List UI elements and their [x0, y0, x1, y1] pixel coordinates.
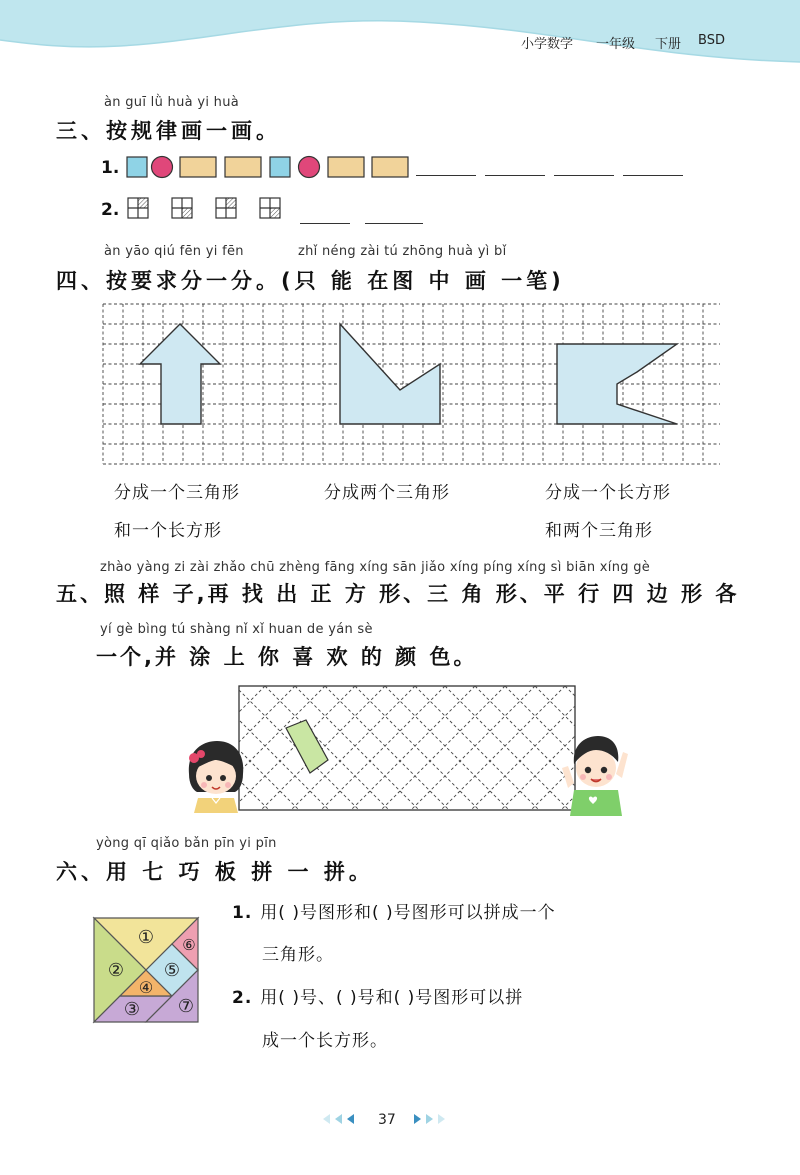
section5-title-line2: 一个,并 涂 上 你 喜 欢 的 颜 色。 [96, 645, 478, 669]
pattern2-label: 2. [101, 200, 120, 220]
section5-pinyin-line2: yí gè bìng tú shàng nǐ xǐ huan de yán sè [100, 622, 373, 637]
pattern2-square-bottom-right [172, 198, 192, 218]
tangram-label-6: ⑥ [182, 936, 196, 954]
question2-line1 [232, 983, 523, 1008]
question1-text[interactable]: 用( )号图形和( )号图形可以拼成一个 [260, 903, 556, 923]
section5-pinyin-line1: zhào yàng zi zài zhǎo chū zhèng fāng xíng sān jiǎo xíng píng xíng sì biān xíng gè [100, 560, 651, 575]
pattern1-rect [180, 157, 216, 177]
pattern1-square [270, 157, 290, 177]
pattern2-sequence [120, 192, 300, 228]
pattern2-blank[interactable] [365, 223, 423, 224]
section5-title-line1: 五、照 样 子,再 找 出 正 方 形、三 角 形、平 行 四 边 形 各 [56, 582, 740, 606]
pattern1-label: 1. [101, 158, 120, 178]
caption3-line1: 分成一个长方形 [545, 483, 671, 503]
question1-line2: 三角形。 [262, 945, 334, 965]
caption1-line1: 分成一个三角形 [114, 483, 240, 503]
caption3-line2: 和两个三角形 [545, 521, 653, 541]
section4-title: 四、按要求分一分。(只 能 在图 中 画 一笔) [56, 269, 565, 293]
header-edition: BSD [698, 33, 725, 48]
tangram-label-5: ⑤ [163, 960, 181, 981]
header-grade: 一年级 [596, 37, 636, 52]
tangram-label-3: ③ [123, 999, 141, 1020]
header-volume: 下册 [655, 37, 682, 52]
caption1-line2: 和一个长方形 [114, 521, 222, 541]
pattern1-blank[interactable] [485, 175, 545, 176]
page-number: 37 [378, 1112, 396, 1128]
tangram-label-1: ① [137, 927, 155, 948]
dotted-grid [100, 300, 720, 470]
section6-title: 六、用 七 巧 板 拼 一 拼。 [56, 860, 374, 884]
boy-illustration [560, 728, 632, 816]
section6-pinyin: yòng qī qiǎo bǎn pīn yi pīn [96, 836, 277, 851]
section3-title: 三、按规律画一画。 [56, 119, 281, 143]
section4-pinyin-b: zhǐ néng zài tú zhōng huà yì bǐ [298, 244, 507, 259]
pattern1-sequence [120, 150, 420, 186]
question2-text[interactable]: 用( )号、( )号和( )号图形可以拼 [260, 988, 524, 1008]
section4-pinyin-a: àn yāo qiú fēn yi fēn [104, 244, 244, 259]
caption2: 分成两个三角形 [324, 483, 450, 503]
diamond-grid [238, 685, 576, 811]
next-page-arrows-icon[interactable] [410, 1110, 462, 1128]
pattern1-blank[interactable] [623, 175, 683, 176]
pattern1-circle [299, 157, 320, 178]
pattern1-rect [372, 157, 408, 177]
pattern2-square-top-right [128, 198, 148, 218]
pattern1-square [127, 157, 147, 177]
pattern1-blank[interactable] [416, 175, 476, 176]
pattern1-rect [225, 157, 261, 177]
pattern2-square-top-right [216, 198, 236, 218]
question2-number: 2. [232, 988, 253, 1008]
tangram-label-4: ④ [138, 978, 154, 997]
question1-line1 [232, 898, 556, 923]
girl-illustration [185, 738, 247, 813]
pattern2-square-bottom-right [260, 198, 280, 218]
notched-shape[interactable] [340, 324, 440, 424]
pattern1-blank[interactable] [554, 175, 614, 176]
question2-line2: 成一个长方形。 [262, 1031, 388, 1051]
question1-number: 1. [232, 903, 253, 923]
tangram-label-2: ② [107, 960, 125, 981]
header-subject: 小学数学 [521, 37, 574, 52]
tangram [92, 916, 202, 1026]
prev-page-arrows-icon[interactable] [320, 1110, 372, 1128]
pattern2-blank[interactable] [300, 223, 350, 224]
pattern1-circle [152, 157, 173, 178]
section3-pinyin: àn guī lǜ huà yi huà [104, 95, 240, 110]
pattern1-rect [328, 157, 364, 177]
tangram-label-7: ⑦ [177, 996, 195, 1017]
arrow-shape[interactable] [140, 324, 220, 424]
